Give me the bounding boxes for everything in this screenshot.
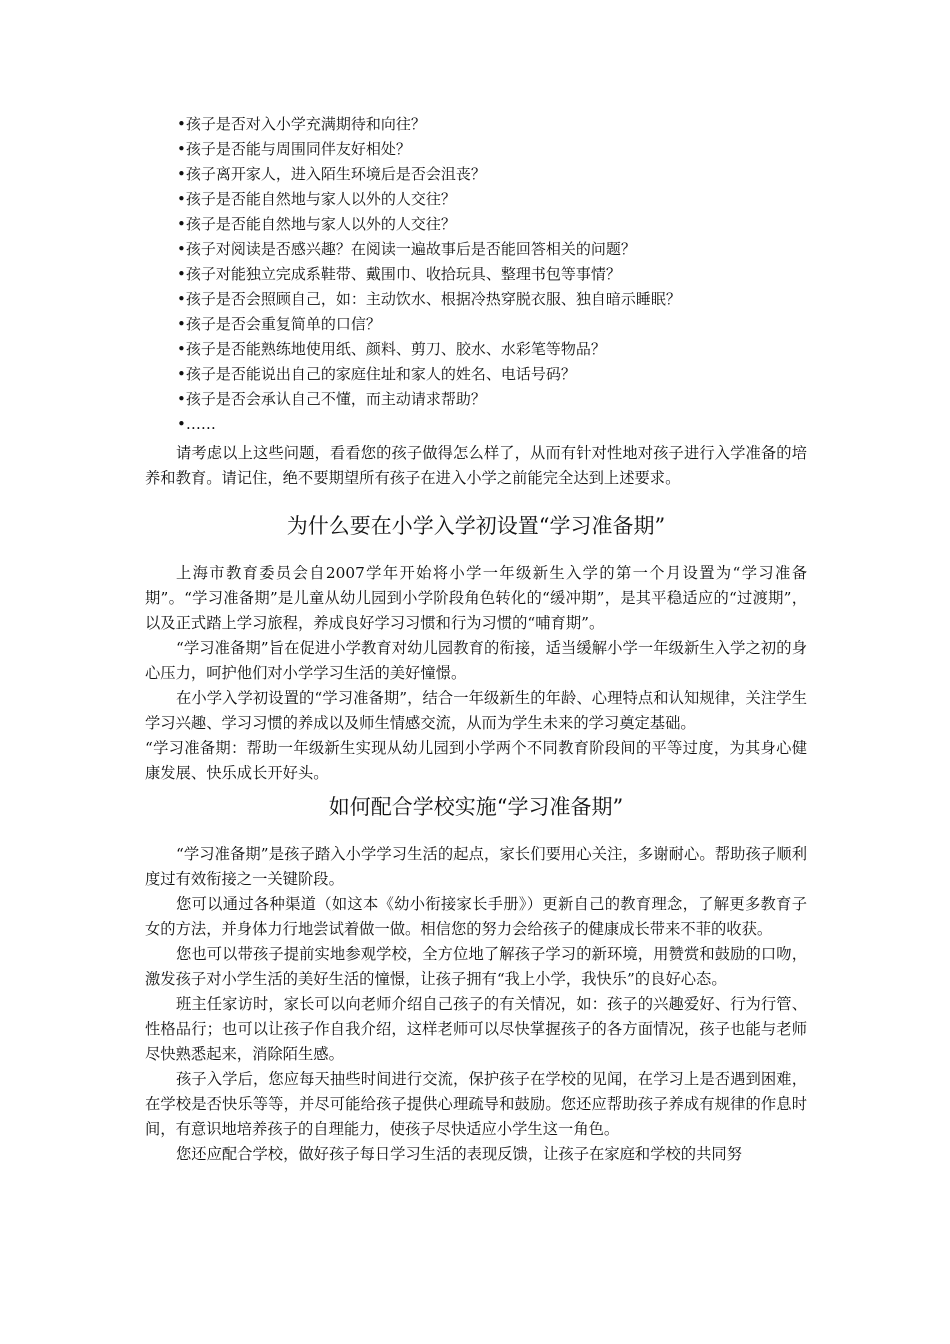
checklist-item: •孩子是否能自然地与家人以外的人交往？ bbox=[177, 190, 456, 208]
intro-paragraph: 请考虑以上这些问题，看看您的孩子做得怎么样了，从而有针对性地对孩子进行入学准备的培养和教育。请记住，绝不要期望所有孩子在进入小学之前能完全达到上述要求。 bbox=[145, 444, 807, 487]
checklist-item: •孩子离开家人，进入陌生环境后是否会沮丧？ bbox=[177, 165, 486, 183]
paragraph: 您也可以带孩子提前实地参观学校，全方位地了解孩子学习的新环境，用赞赏和鼓励的口吻，激发孩子对小学生活的美好生活的憧憬，让孩子拥有“我上小学，我快乐”的良好心态。 bbox=[145, 945, 807, 988]
paragraph: 您可以通过各种渠道（如这本《幼小衔接家长手册》）更新自己的教育理念，了解更多教育子女的方法，并身体力行地尝试着做一做。相信您的努力会给孩子的健康成长带来不菲的收获。 bbox=[145, 895, 807, 938]
checklist-item: •孩子是否能自然地与家人以外的人交往？ bbox=[177, 215, 456, 233]
checklist-item: •孩子是否能熟练地使用纸、颜料、剪刀、胶水、水彩笔等物品？ bbox=[177, 340, 606, 358]
checklist-item: •孩子对阅读是否感兴趣？在阅读一遍故事后是否能回答相关的问题？ bbox=[177, 240, 636, 258]
page-content bbox=[145, 112, 807, 1167]
section-heading-why: 为什么要在小学入学初设置“学习准备期” bbox=[286, 514, 666, 538]
readiness-checklist bbox=[145, 112, 807, 437]
paragraph: “学习准备期”旨在促进小学教育对幼儿园教育的衔接，适当缓解小学一年级新生入学之初的身心压力，呵护他们对小学学习生活的美好憧憬。 bbox=[145, 639, 807, 682]
paragraph: 在小学入学初设置的“学习准备期”，结合一年级新生的年龄、心理特点和认知规律，关注学生学习兴趣、学习习惯的养成以及师生情感交流，从而为学生未来的学习奠定基础。 bbox=[145, 689, 807, 732]
section-heading-how: 如何配合学校实施“学习准备期” bbox=[328, 795, 624, 819]
checklist-item: •孩子是否对入小学充满期待和向往？ bbox=[177, 115, 426, 133]
paragraph: 您还应配合学校，做好孩子每日学习生活的表现反馈，让孩子在家庭和学校的共同努 bbox=[176, 1145, 742, 1163]
paragraph: 孩子入学后，您应每天抽些时间进行交流，保护孩子在学校的见闻，在学习上是否遇到困难，在学校是否快乐等等，并尽可能给孩子提供心理疏导和鼓励。您还应帮助孩子养成有规律的作息时间，有意识地培养孩子的自理能力，使孩子尽快适应小学生这一角色。 bbox=[145, 1070, 807, 1138]
checklist-item: •孩子是否能说出自己的家庭住址和家人的姓名、电话号码？ bbox=[177, 365, 576, 383]
checklist-item: •孩子对能独立完成系鞋带、戴围巾、收拾玩具、整理书包等事情？ bbox=[177, 265, 621, 283]
checklist-item: •孩子是否能与周围同伴友好相处？ bbox=[177, 140, 411, 158]
checklist-item: •…… bbox=[177, 415, 216, 433]
checklist-item: •孩子是否会照顾自己，如：主动饮水、根据冷热穿脱衣服、独自暗示睡眠？ bbox=[177, 290, 681, 308]
checklist-item: •孩子是否会重复简单的口信？ bbox=[177, 315, 381, 333]
paragraph: 班主任家访时，家长可以向老师介绍自己孩子的有关情况，如：孩子的兴趣爱好、行为行管、性格品行；也可以让孩子作自我介绍，这样老师可以尽快掌握孩子的各方面情况，孩子也能与老师尽快熟悉起来，消除陌生感。 bbox=[145, 995, 807, 1063]
paragraph: “学习准备期”是孩子踏入小学学习生活的起点，家长们要用心关注，多谢耐心。帮助孩子顺利度过有效衔接之一关键阶段。 bbox=[145, 845, 807, 888]
paragraph: 上海市教育委员会自2007学年开始将小学一年级新生入学的第一个月设置为“学习准备期”。“学习准备期”是儿童从幼儿园到小学阶段角色转化的“缓冲期”，是其平稳适应的“过渡期”，以及正式踏上学习旅程，养成良好学习习惯和行为习惯的“哺育期”。 bbox=[145, 564, 807, 632]
checklist-item: •孩子是否会承认自己不懂，而主动请求帮助？ bbox=[177, 390, 486, 408]
paragraph: “学习准备期：帮助一年级新生实现从幼儿园到小学两个不同教育阶段间的平等过度，为其身心健康发展、快乐成长开好头。 bbox=[145, 739, 807, 782]
